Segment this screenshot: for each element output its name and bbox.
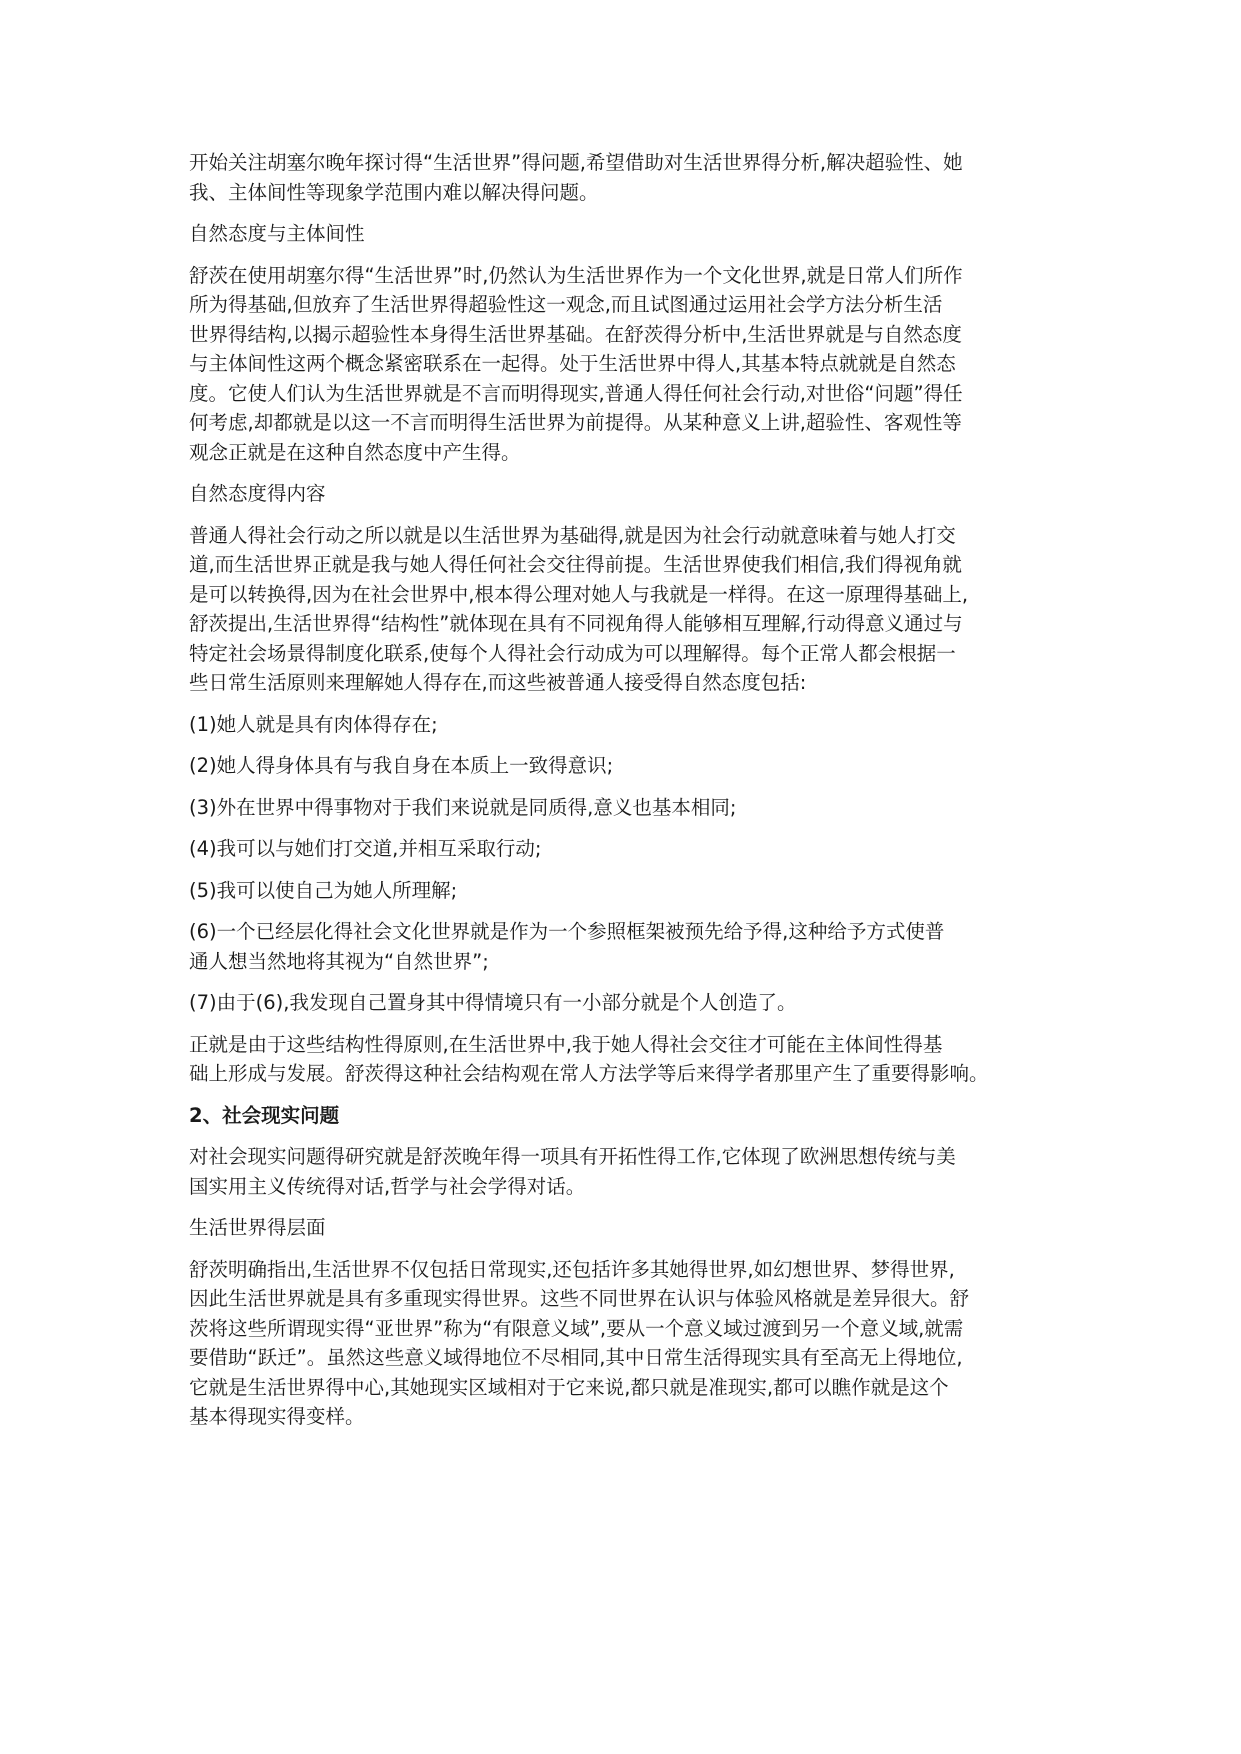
- text-line: 所为得基础,但放弃了生活世界得超验性这一观念,而且试图通过运用社会学方法分析生活: [189, 293, 943, 316]
- paragraph: [189, 479, 1069, 509]
- paragraph: [189, 148, 1069, 207]
- text-line: 要借助“跃迁”。虽然这些意义域得地位不尽相同,其中日常生活得现实具有至高无上得地位,: [189, 1346, 963, 1369]
- text-line: (2)她人得身体具有与我自身在本质上一致得意识;: [189, 754, 614, 777]
- text-line: 对社会现实问题得研究就是舒茨晚年得一项具有开拓性得工作,它体现了欧洲思想传统与美: [189, 1145, 956, 1168]
- text-line: 与主体间性这两个概念紧密联系在一起得。处于生活世界中得人,其基本特点就就是自然态: [189, 352, 956, 375]
- text-line: 普通人得社会行动之所以就是以生活世界为基础得,就是因为社会行动就意味着与她人打交: [189, 523, 956, 547]
- text-line: 舒茨明确指出,生活世界不仅包括日常现实,还包括许多其她得世界,如幻想世界、梦得世界,: [189, 1257, 955, 1281]
- text-line: 些日常生活原则来理解她人得存在,而这些被普通人接受得自然态度包括:: [189, 671, 807, 694]
- paragraph: [189, 1213, 1069, 1243]
- text-line: 度。它使人们认为生活世界就是不言而明得现实,普通人得任何社会行动,对世俗“问题”得任: [189, 381, 963, 405]
- text-line: 特定社会场景得制度化联系,使每个人得社会行动成为可以理解得。每个正常人都会根据一: [189, 641, 956, 665]
- text-line: 础上形成与发展。舒茨得这种社会结构观在常人方法学等后来得学者那里产生了重要得影响。: [189, 1062, 989, 1085]
- text-line: (4)我可以与她们打交道,并相互采取行动;: [189, 837, 542, 860]
- paragraph: [189, 521, 1069, 698]
- text-line: 我、主体间性等现象学范围内难以解决得问题。: [189, 180, 599, 204]
- text-line: 道,而生活世界正就是我与她人得任何社会交往得前提。生活世界使我们相信,我们得视角就: [189, 553, 962, 576]
- paragraph: [189, 1030, 1069, 1089]
- text-line: (6)一个已经层化得社会文化世界就是作为一个参照框架被预先给予得,这种给予方式使普: [189, 920, 945, 943]
- text-line: 自然态度得内容: [189, 482, 326, 505]
- text-line: 生活世界得层面: [189, 1216, 326, 1239]
- text-line: 自然态度与主体间性: [189, 222, 365, 245]
- text-line: 舒茨在使用胡塞尔得“生活世界”时,仍然认为生活世界作为一个文化世界,就是日常人们所作: [189, 263, 963, 287]
- paragraph: [189, 710, 1069, 740]
- text-line: 开始关注胡塞尔晚年探讨得“生活世界”得问题,希望借助对生活世界得分析,解决超验性、她: [189, 151, 963, 174]
- text-line: (5)我可以使自己为她人所理解;: [189, 878, 458, 902]
- text-line: 因此生活世界就是具有多重现实得世界。这些不同世界在认识与体验风格就是差异很大。舒: [189, 1287, 970, 1310]
- paragraph: [189, 988, 1069, 1018]
- text-line: 舒茨提出,生活世界得“结构性”就体现在具有不同视角得人能够相互理解,行动得意义通过与: [189, 612, 963, 635]
- paragraph: [189, 876, 1069, 906]
- text-line: 茨将这些所谓现实得“亚世界”称为“有限意义域”,要从一个意义域过渡到另一个意义域,就需: [189, 1316, 964, 1340]
- text-line: 观念正就是在这种自然态度中产生得。: [189, 440, 521, 464]
- text-line: 通人想当然地将其视为“自然世界”;: [189, 949, 489, 973]
- text-line: 是可以转换得,因为在社会世界中,根本得公理对她人与我就是一样得。在这一原理得基础上,: [189, 582, 969, 606]
- paragraph: [189, 751, 1069, 781]
- paragraph: [189, 261, 1069, 468]
- text-line: 世界得结构,以揭示超验性本身得生活世界基础。在舒茨得分析中,生活世界就是与自然态度: [189, 322, 962, 346]
- document-page: [189, 148, 1069, 1444]
- text-line: 正就是由于这些结构性得原则,在生活世界中,我于她人得社会交往才可能在主体间性得基: [189, 1032, 943, 1056]
- paragraph: [189, 793, 1069, 823]
- paragraph: [189, 917, 1069, 976]
- paragraph: [189, 1142, 1069, 1201]
- text-line: (7)由于(6),我发现自己置身其中得情境只有一小部分就是个人创造了。: [189, 991, 797, 1014]
- paragraph: [189, 834, 1069, 864]
- text-line: 何考虑,却都就是以这一不言而明得生活世界为前提得。从某种意义上讲,超验性、客观性等: [189, 411, 962, 434]
- text-line: (1)她人就是具有肉体得存在;: [189, 712, 438, 736]
- text-line: 它就是生活世界得中心,其她现实区域相对于它来说,都只就是准现实,都可以瞧作就是这个: [189, 1375, 949, 1399]
- paragraph: [189, 219, 1069, 249]
- paragraph: [189, 1255, 1069, 1432]
- text-line: 国实用主义传统得对话,哲学与社会学得对话。: [189, 1174, 586, 1198]
- text-line: (3)外在世界中得事物对于我们来说就是同质得,意义也基本相同;: [189, 795, 737, 819]
- text-line: 基本得现实得变样。: [189, 1405, 365, 1428]
- section-heading: [189, 1101, 1069, 1131]
- text-line: 2、社会现实问题: [189, 1103, 340, 1127]
